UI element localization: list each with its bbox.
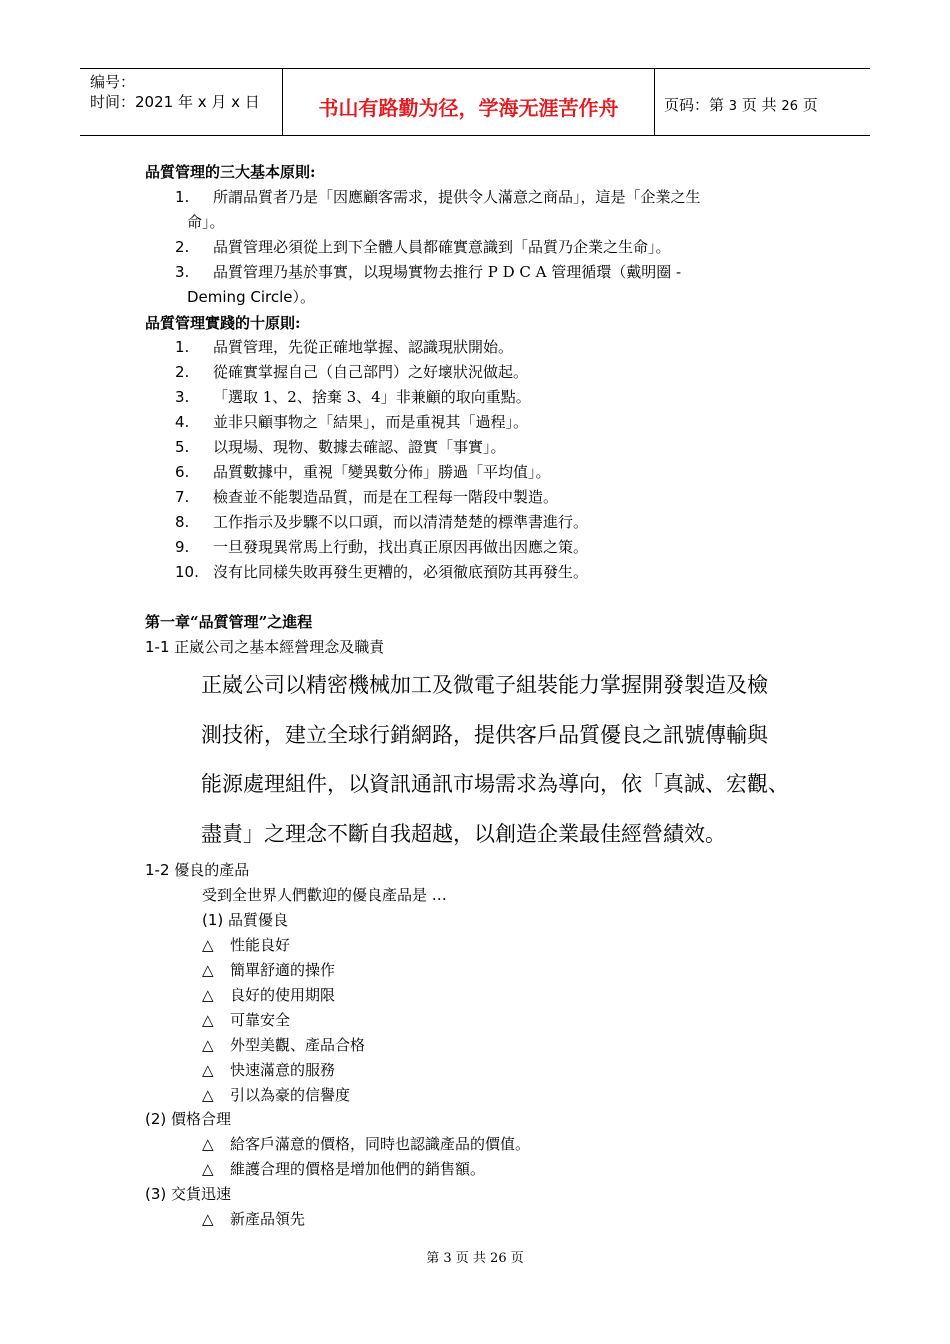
three-principle-3 — [175, 261, 681, 282]
section-1-2-intro: 受到全世界人們歡迎的優良產品是 … — [202, 886, 447, 904]
item-text: 給客戶滿意的價格，同時也認識產品的價值。 — [230, 1135, 531, 1153]
page-info-prefix: 页码：第 — [664, 96, 725, 114]
triangle-bullet-icon: △ — [202, 961, 214, 979]
delivery-heading — [145, 1183, 231, 1204]
item-text: 檢查並不能製造品質，而是在工程每一階段中製造。 — [213, 488, 559, 506]
item-number: 3. — [175, 388, 190, 406]
three-principle-1 — [175, 186, 701, 207]
triangle-bullet-icon: △ — [202, 1011, 214, 1029]
item-number: 5. — [175, 438, 190, 456]
item-text: 沒有比同樣失敗再發生更糟的，必須徹底預防其再發生。 — [213, 563, 589, 581]
quality-item-6 — [202, 1059, 335, 1080]
item-text: 「選取 1、2、捨棄 3、4」非兼顧的取向重點。 — [213, 388, 531, 406]
item-text: 品質管理，先從正確地掌握、認識現狀開始。 — [213, 338, 514, 356]
item-number: 7. — [175, 488, 190, 506]
section-number: 1-1 — [145, 638, 170, 656]
quality-item-4 — [202, 1009, 290, 1030]
date-label: 时间：2021 年 x 月 x 日 — [90, 93, 260, 111]
item-text: 從確實掌握自己（自己部門）之好壞狀況做起。 — [213, 363, 529, 381]
mission-line-2: 測技術，建立全球行銷網路，提供客戶品質優良之訊號傳輸與 — [201, 723, 768, 747]
triangle-bullet-icon: △ — [202, 1086, 214, 1104]
quality-heading — [202, 909, 288, 930]
ten-principle-1 — [175, 336, 513, 357]
triangle-bullet-icon: △ — [202, 1135, 214, 1153]
ten-principle-6 — [175, 461, 551, 482]
three-principles-heading: 品質管理的三大基本原則: — [145, 163, 316, 181]
item-text: 並非只顧事物之「結果」，而是重視其「過程」。 — [213, 413, 529, 431]
header-left-cell — [90, 72, 260, 112]
section-1-2 — [145, 859, 249, 880]
three-principle-1-cont: 命」。 — [187, 213, 225, 231]
item-text: 品質數據中，重視「變異數分佈」勝過「平均值」。 — [213, 463, 551, 481]
list-label: (2) — [145, 1110, 167, 1128]
list-label: (1) — [202, 911, 224, 929]
triangle-bullet-icon: △ — [202, 986, 214, 1004]
page-footer: 第 3 页 共 26 页 — [426, 1251, 524, 1266]
item-text: 工作指示及步驟不以口頭，而以清清楚楚的標準書進行。 — [213, 513, 589, 531]
ten-principle-8 — [175, 511, 588, 532]
three-principle-3-cont: Deming Circle）。 — [187, 288, 315, 306]
mission-line-4: 盡責」之理念不斷自我超越，以創造企業最佳經營績效。 — [201, 822, 726, 846]
item-number: 2. — [175, 363, 190, 381]
item-text: 新產品領先 — [230, 1210, 306, 1228]
ten-principle-2 — [175, 361, 528, 382]
ten-principle-5 — [175, 436, 506, 457]
code-label: 编号： — [90, 73, 136, 91]
price-heading — [145, 1108, 231, 1129]
delivery-item-1 — [202, 1208, 305, 1229]
item-number: 1. — [175, 338, 190, 356]
ten-principles-heading: 品質管理實踐的十原則: — [145, 314, 301, 332]
item-number: 10. — [175, 563, 199, 581]
triangle-bullet-icon: △ — [202, 1061, 214, 1079]
item-text: 品質管理乃基於事實，以現場實物去推行 P D C A 管理循環（戴明圈 - — [213, 263, 682, 281]
chapter-title: 第一章“品質管理”之進程 — [145, 613, 313, 631]
item-number: 9. — [175, 538, 190, 556]
triangle-bullet-icon: △ — [202, 1036, 214, 1054]
section-title: 正崴公司之基本經營理念及職責 — [174, 638, 385, 656]
item-text: 可靠安全 — [230, 1011, 291, 1029]
item-text: 性能良好 — [230, 936, 291, 954]
quality-item-2 — [202, 959, 335, 980]
quality-item-7 — [202, 1084, 350, 1105]
item-number: 1. — [175, 188, 190, 206]
item-text: 快速滿意的服務 — [230, 1061, 336, 1079]
item-number: 6. — [175, 463, 190, 481]
three-principle-2 — [175, 236, 671, 257]
list-title: 交貨迅速 — [171, 1185, 232, 1203]
ten-principle-3 — [175, 386, 531, 407]
quality-item-5 — [202, 1034, 365, 1055]
item-text: 維護合理的價格是增加他們的銷售額。 — [230, 1160, 486, 1178]
header-top-border — [80, 68, 870, 69]
triangle-bullet-icon: △ — [202, 1160, 214, 1178]
item-text: 外型美觀、產品合格 — [230, 1036, 366, 1054]
section-number: 1-2 — [145, 861, 170, 879]
ten-principle-9 — [175, 536, 588, 557]
page-info-suffix: 页 — [802, 96, 818, 114]
ten-principle-7 — [175, 486, 558, 507]
mission-line-1: 正崴公司以精密機械加工及微電子組裝能力掌握開發製造及檢 — [201, 673, 768, 697]
item-text: 一旦發現異常馬上行動，找出真正原因再做出因應之策。 — [213, 538, 589, 556]
quality-item-1 — [202, 934, 290, 955]
list-title: 品質優良 — [228, 911, 289, 929]
page-info-mid: 页 共 — [741, 96, 777, 114]
item-text: 良好的使用期限 — [230, 986, 336, 1004]
item-number: 2. — [175, 238, 190, 256]
item-number: 8. — [175, 513, 190, 531]
item-text: 引以為豪的信譽度 — [230, 1086, 351, 1104]
mission-line-3: 能源處理組件，以資訊通訊市場需求為導向，依「真誠、宏觀、 — [201, 772, 789, 796]
header-bottom-border — [80, 135, 870, 136]
header-page-info — [664, 94, 818, 115]
item-text: 以現場、現物、數據去確認、證實「事實」。 — [213, 438, 506, 456]
section-1-1 — [145, 636, 384, 657]
item-text: 簡單舒適的操作 — [230, 961, 336, 979]
header-motto: 书山有路勤为径，学海无涯苦作舟 — [318, 96, 619, 120]
quality-item-3 — [202, 984, 335, 1005]
triangle-bullet-icon: △ — [202, 936, 214, 954]
list-title: 價格合理 — [171, 1110, 232, 1128]
ten-principle-10 — [175, 561, 588, 582]
item-text: 所謂品質者乃是「因應顧客需求，提供令人滿意之商品」，這是「企業之生 — [213, 188, 701, 206]
page-info-current: 3 — [728, 99, 738, 114]
ten-principle-4 — [175, 411, 528, 432]
triangle-bullet-icon: △ — [202, 1210, 214, 1228]
item-number: 3. — [175, 263, 190, 281]
price-item-1 — [202, 1133, 530, 1154]
item-number: 4. — [175, 413, 190, 431]
price-item-2 — [202, 1158, 485, 1179]
section-title: 優良的產品 — [174, 861, 250, 879]
list-label: (3) — [145, 1185, 167, 1203]
header-divider-2 — [654, 68, 655, 136]
page-info-total: 26 — [781, 99, 798, 114]
item-text: 品質管理必須從上到下全體人員都確實意識到「品質乃企業之生命」。 — [213, 238, 671, 256]
